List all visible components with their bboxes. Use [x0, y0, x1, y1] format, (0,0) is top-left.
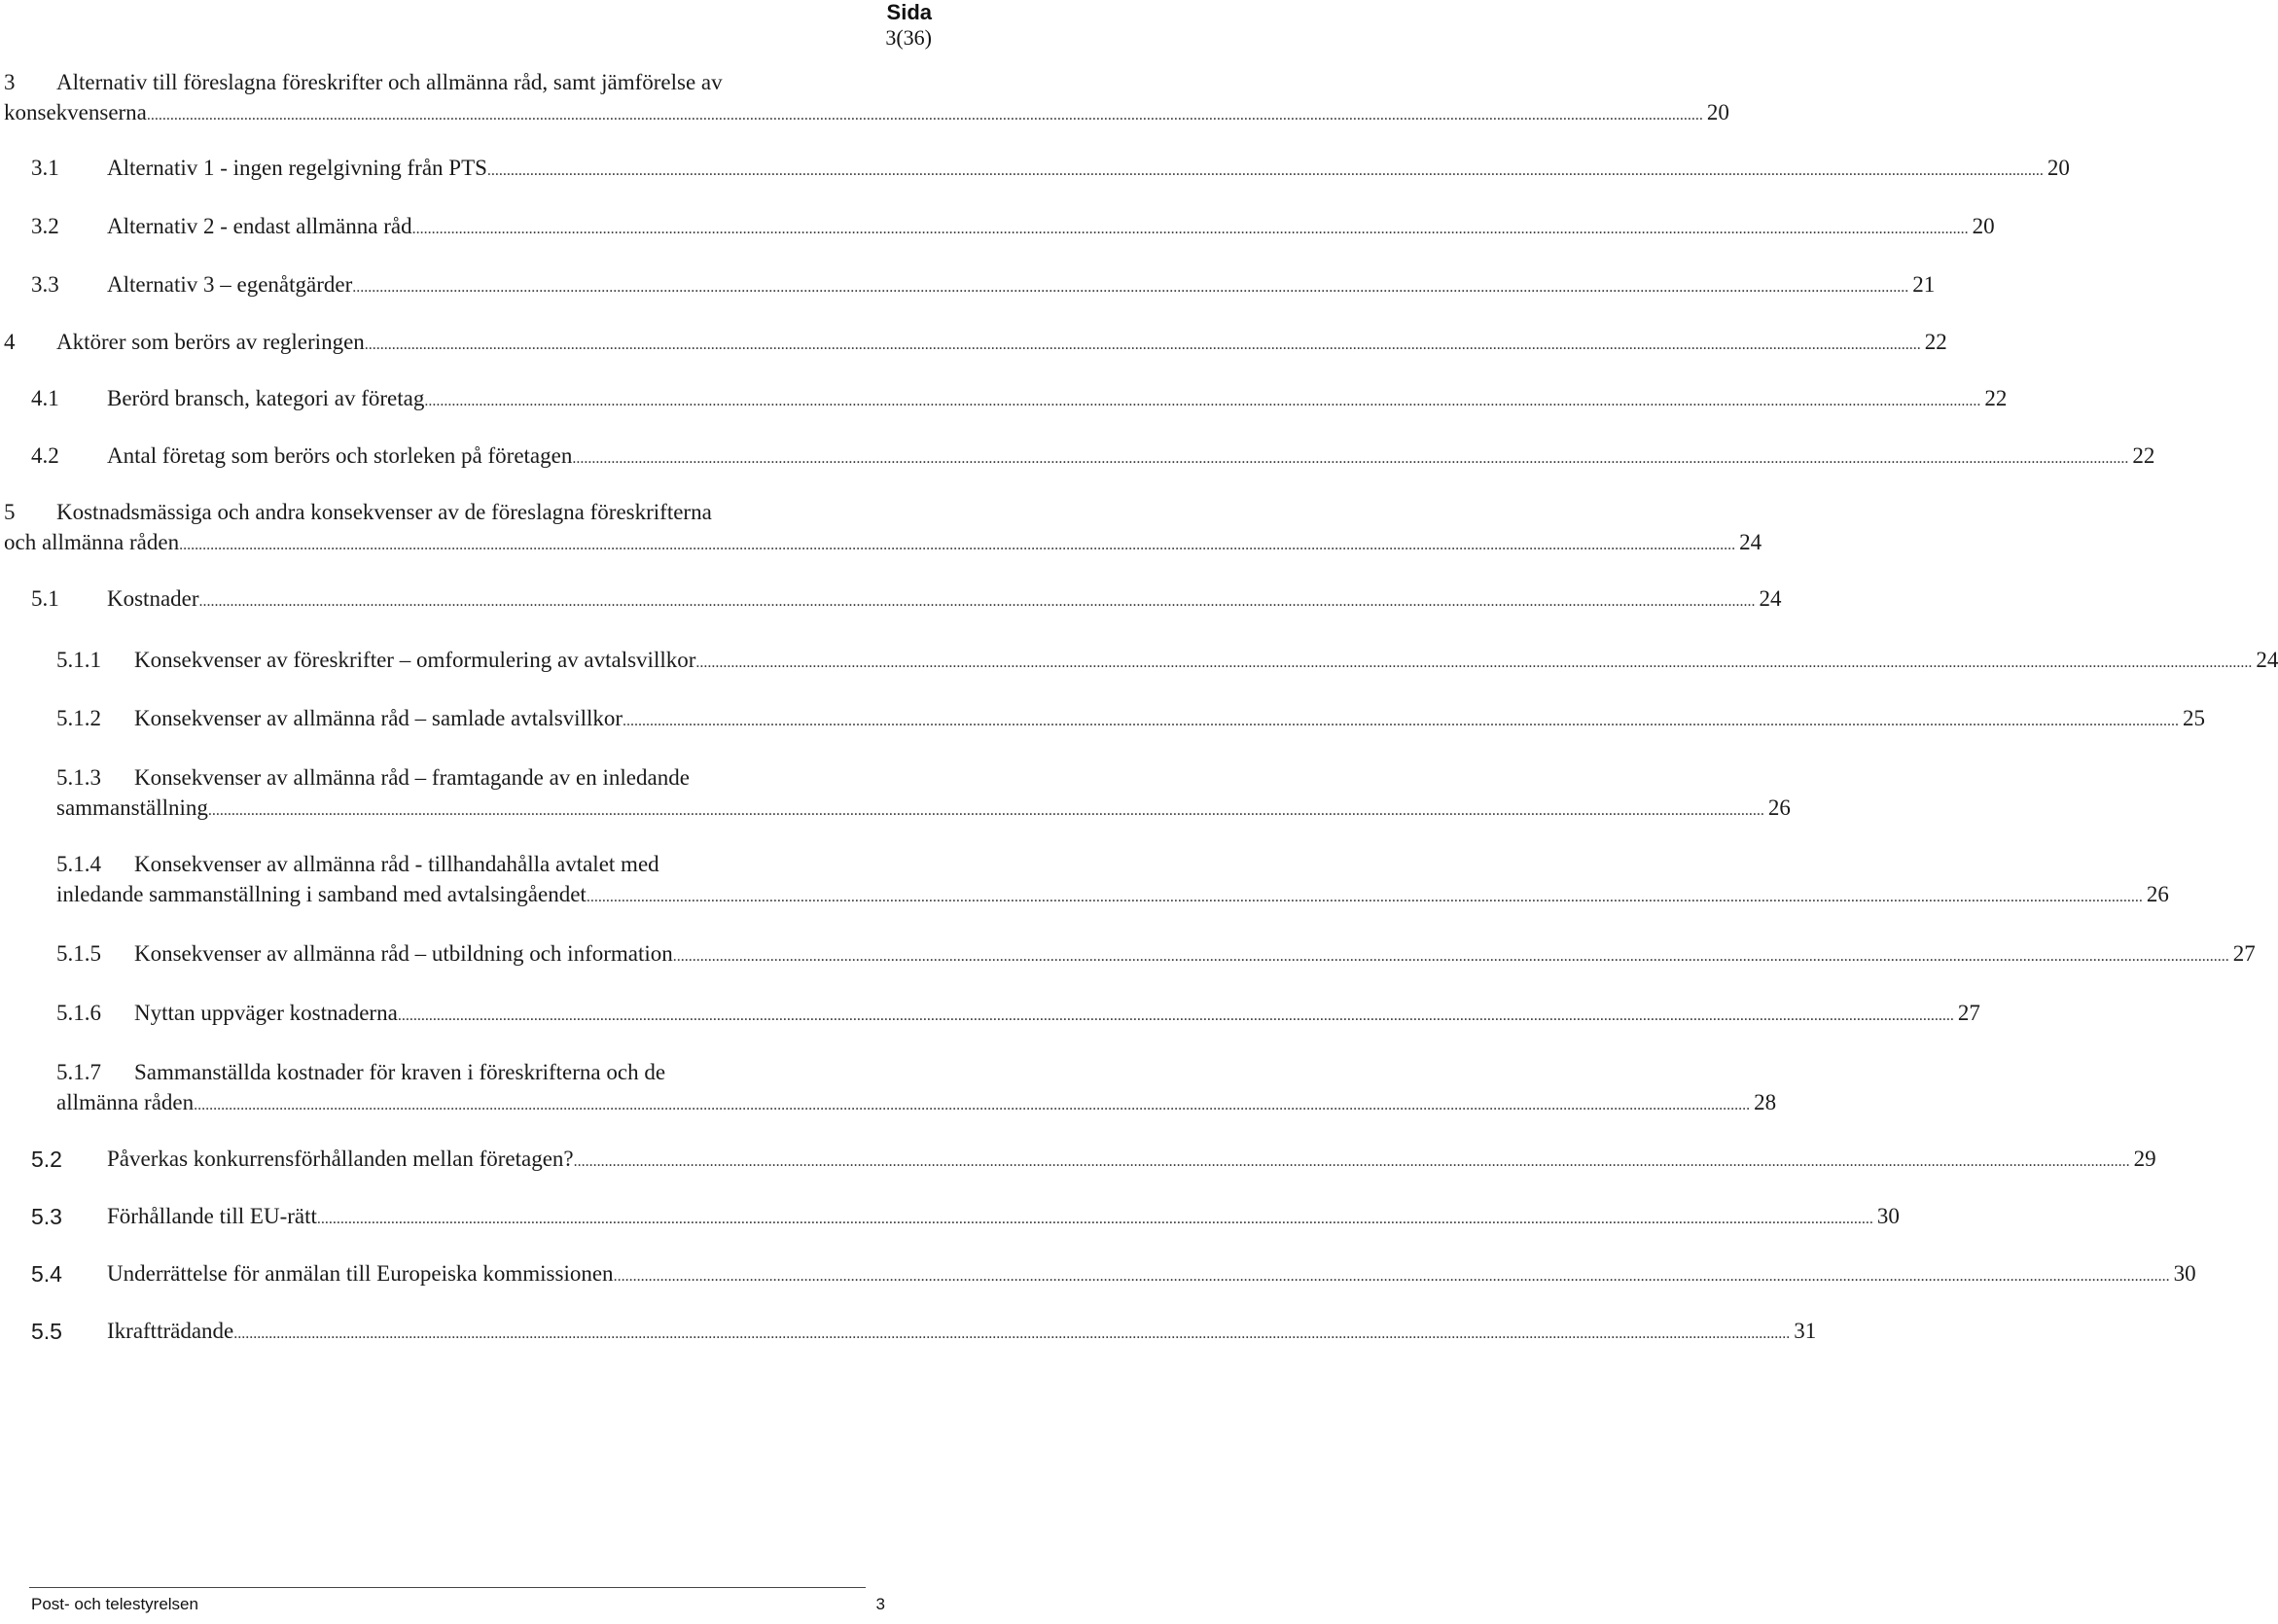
toc-entry-page: 27 [2232, 941, 2256, 966]
toc-entry-page: 26 [1767, 795, 1791, 820]
toc-entry-number: 5.1.6 [56, 1001, 101, 1025]
toc-entry-title: Kostnader [107, 586, 199, 611]
toc-leader-dots: ................................................................................................................................................................................................................................................................................................................................................................................................................ [146, 107, 1703, 124]
toc-entry-number: 3 [4, 70, 16, 94]
toc-entry-title: Konsekvenser av föreskrifter – omformulering av avtalsvillkor [134, 648, 696, 672]
toc-leader-dots: ................................................................................................................................................................................................................................................................................................................................................................................................................ [613, 1268, 2170, 1285]
toc-entry-number: 4.2 [31, 443, 59, 468]
toc-entry-page: 24 [1759, 586, 1782, 611]
toc-entry-page: 29 [2133, 1147, 2156, 1171]
toc-entry-number: 5.2 [31, 1147, 62, 1172]
toc-entry-number: 5.5 [31, 1319, 62, 1344]
toc-entry-page: 20 [1972, 214, 1995, 238]
toc-leader-dots: ................................................................................................................................................................................................................................................................................................................................................................................................................ [672, 948, 2229, 965]
toc-leader-dots: ................................................................................................................................................................................................................................................................................................................................................................................................................ [623, 713, 2180, 729]
toc-entry-number: 5.1.3 [56, 765, 101, 790]
toc-leader-dots: ................................................................................................................................................................................................................................................................................................................................................................................................................ [424, 393, 1981, 409]
toc-entry-title: Alternativ till föreslagna föreskrifter och allmänna råd, samt jämförelse av [56, 70, 723, 94]
toc-entry-title: Konsekvenser av allmänna råd – samlade avtalsvillkor [134, 706, 623, 730]
toc-entry-page: 20 [2047, 156, 2070, 180]
toc-leader-dots: ................................................................................................................................................................................................................................................................................................................................................................................................................ [364, 336, 1921, 353]
toc-entry-title-continued: och allmänna råden [4, 530, 180, 554]
toc-leader-dots: ................................................................................................................................................................................................................................................................................................................................................................................................................ [573, 1153, 2130, 1170]
toc-entry-page: 26 [2146, 882, 2169, 906]
toc-entry-number: 5.1.7 [56, 1060, 101, 1084]
toc-entry-title: Antal företag som berörs och storleken på företagen [107, 443, 573, 468]
toc-entry-title: Berörd bransch, kategori av företag [107, 386, 425, 410]
toc-leader-dots: ................................................................................................................................................................................................................................................................................................................................................................................................................ [233, 1325, 1791, 1342]
toc-entry-number: 3.3 [31, 272, 59, 297]
toc-entry-page: 21 [1912, 272, 1936, 297]
toc-entry-title: Underrättelse för anmälan till Europeiska kommissionen [107, 1261, 614, 1286]
footer-page-number: 3 [875, 1595, 885, 1613]
toc-entry-page: 25 [2183, 706, 2206, 730]
toc-entry-page: 31 [1794, 1319, 1817, 1343]
toc-entry-page: 30 [2173, 1261, 2196, 1286]
toc-entry-title: Påverkas konkurrensförhållanden mellan företagen? [107, 1147, 574, 1171]
toc-entry-title-continued: allmänna råden [56, 1090, 195, 1114]
toc-leader-dots: ................................................................................................................................................................................................................................................................................................................................................................................................................ [352, 279, 1909, 296]
toc-entry-page: 28 [1754, 1090, 1777, 1114]
toc-entry-title: Alternativ 3 – egenåtgärder [107, 272, 353, 297]
toc-leader-dots: ................................................................................................................................................................................................................................................................................................................................................................................................................ [411, 221, 1969, 237]
toc-entry-title: Kostnadsmässiga och andra konsekvenser av de föreslagna föreskrifterna [56, 500, 712, 524]
toc-leader-dots: ................................................................................................................................................................................................................................................................................................................................................................................................................ [695, 654, 2253, 671]
toc-entry-title: Ikraftträdande [107, 1319, 234, 1343]
toc-entry-title: Alternativ 1 - ingen regelgivning från PTS [107, 156, 487, 180]
toc-leader-dots: ................................................................................................................................................................................................................................................................................................................................................................................................................ [572, 450, 2129, 467]
toc-entry-page: 24 [2256, 648, 2278, 672]
toc-entry-page: 24 [1739, 530, 1762, 554]
toc-entry-number: 4 [4, 330, 16, 354]
toc-leader-dots: ................................................................................................................................................................................................................................................................................................................................................................................................................ [198, 593, 1756, 610]
toc-entry-number: 5.1.1 [56, 648, 101, 672]
toc-entry-number: 5.1.5 [56, 941, 101, 966]
toc-entry-page: 22 [1924, 330, 1947, 354]
toc-entry-number: 5.1 [31, 586, 59, 611]
toc-entry-number: 4.1 [31, 386, 59, 410]
toc-entry-number: 3.2 [31, 214, 59, 238]
footer-organization: Post- och telestyrelsen [31, 1595, 198, 1613]
toc-entry-title: Nyttan uppväger kostnaderna [134, 1001, 398, 1025]
toc-entry-page: 20 [1706, 100, 1729, 124]
toc-entry-number: 3.1 [31, 156, 59, 180]
toc-leader-dots: ................................................................................................................................................................................................................................................................................................................................................................................................................ [586, 889, 2143, 905]
toc-entry-number: 5.3 [31, 1204, 62, 1229]
toc-entry-page: 22 [1984, 386, 2008, 410]
toc-entry-title-continued: inledande sammanställning i samband med avtalsingåendet [56, 882, 587, 906]
toc-entry-title: Konsekvenser av allmänna råd – utbildning och information [134, 941, 673, 966]
footer-divider [29, 1587, 866, 1588]
toc-leader-dots: ................................................................................................................................................................................................................................................................................................................................................................................................................ [207, 802, 1764, 819]
toc-entry-page: 27 [1957, 1001, 1980, 1025]
toc-entry-title: Konsekvenser av allmänna råd - tillhandahålla avtalet med [134, 852, 659, 876]
toc-entry-title: Konsekvenser av allmänna råd – framtagande av en inledande [134, 765, 690, 790]
toc-leader-dots: ................................................................................................................................................................................................................................................................................................................................................................................................................ [194, 1097, 1751, 1113]
page-label: Sida [886, 0, 932, 24]
page-count: 3(36) [885, 25, 932, 50]
toc-entry-number: 5.1.2 [56, 706, 101, 730]
toc-entry-page: 22 [2132, 443, 2155, 468]
toc-leader-dots: ................................................................................................................................................................................................................................................................................................................................................................................................................ [179, 537, 1736, 553]
toc-entry-title-continued: konsekvenserna [4, 100, 147, 124]
toc-entry-title: Alternativ 2 - endast allmänna råd [107, 214, 412, 238]
toc-leader-dots: ................................................................................................................................................................................................................................................................................................................................................................................................................ [316, 1211, 1873, 1227]
toc-entry-title-continued: sammanställning [56, 795, 208, 820]
toc-entry-number: 5.1.4 [56, 852, 101, 876]
toc-entry-page: 30 [1876, 1204, 1900, 1228]
toc-entry-number: 5.4 [31, 1261, 62, 1287]
toc-entry-title: Förhållande till EU-rätt [107, 1204, 317, 1228]
toc-entry-title: Sammanställda kostnader för kraven i föreskrifterna och de [134, 1060, 666, 1084]
toc-entry-number: 5 [4, 500, 16, 524]
toc-leader-dots: ................................................................................................................................................................................................................................................................................................................................................................................................................ [486, 162, 2044, 179]
toc-leader-dots: ................................................................................................................................................................................................................................................................................................................................................................................................................ [397, 1007, 1954, 1024]
toc-entry-title: Aktörer som berörs av regleringen [56, 330, 365, 354]
